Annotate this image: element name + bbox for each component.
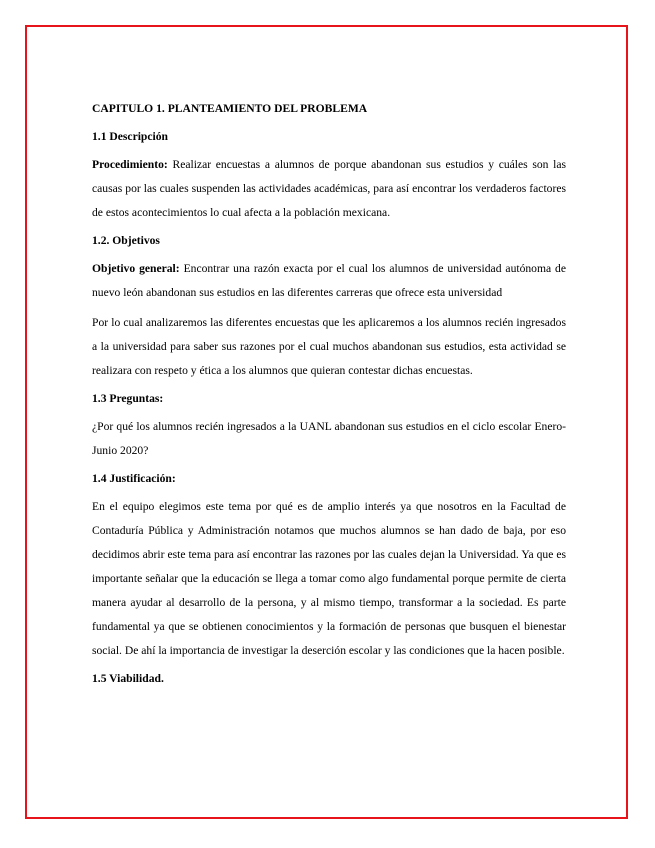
section-heading-justificacion: 1.4 Justificación: xyxy=(92,472,176,485)
text-procedimiento: Realizar encuestas a alumnos de porque abandonan sus estudios y cuáles son las causas por las cuales suspenden las actividades académicas, para así encontrar los verdaderos factores de estos acontecimientos lo cual afecta a la población mexicana. xyxy=(92,158,566,219)
section-heading-preguntas: 1.3 Preguntas: xyxy=(92,392,164,405)
section-heading-objetivos: 1.2. Objetivos xyxy=(92,234,160,247)
paragraph-analisis: Por lo cual analizaremos las diferentes encuestas que les aplicaremos a los alumnos recién ingresados a la universidad para saber sus razones por el cual muchos abandonan sus estudios, esta actividad se realizara con respeto y ética a los alumnos que quieran contestar dichas encuestas. xyxy=(92,316,566,377)
document-body xyxy=(92,99,566,695)
section-heading-viabilidad: 1.5 Viabilidad. xyxy=(92,672,164,685)
section-heading-descripcion: 1.1 Descripción xyxy=(92,130,168,143)
chapter-title: CAPITULO 1. PLANTEAMIENTO DEL PROBLEMA xyxy=(92,102,368,115)
text-objetivo-general: Encontrar una razón exacta por el cual los alumnos de universidad autónoma de nuevo león abandonan sus estudios en las diferentes carreras que ofrece esta universidad xyxy=(92,262,566,299)
paragraph-objetivo-general xyxy=(92,257,566,305)
paragraph-preguntas: ¿Por qué los alumnos recién ingresados a la UANL abandonan sus estudios en el ciclo escolar Enero-Junio 2020? xyxy=(92,420,566,457)
paragraph-procedimiento xyxy=(92,153,566,225)
lead-procedimiento: Procedimiento: xyxy=(92,158,168,171)
lead-objetivo-general: Objetivo general: xyxy=(92,262,180,275)
paragraph-justificacion: En el equipo elegimos este tema por qué es de amplio interés ya que nosotros en la Facultad de Contaduría Pública y Administración notamos que muchos alumnos se han dado de baja, por eso decidimos abrir este tema para así encontrar las razones por las cuales dejan la Universidad. Ya que es importante señalar que la educación se llega a tomar como algo fundamental porque permite de cierta manera ayudar al desarrollo de la persona, y al mismo tiempo, transformar a la sociedad. Es parte fundamental ya que se obtienen conocimientos y la formación de personas que busquen el bienestar social. De ahí la importancia de investigar la deserción escolar y las condiciones que la hacen posible. xyxy=(92,500,566,657)
